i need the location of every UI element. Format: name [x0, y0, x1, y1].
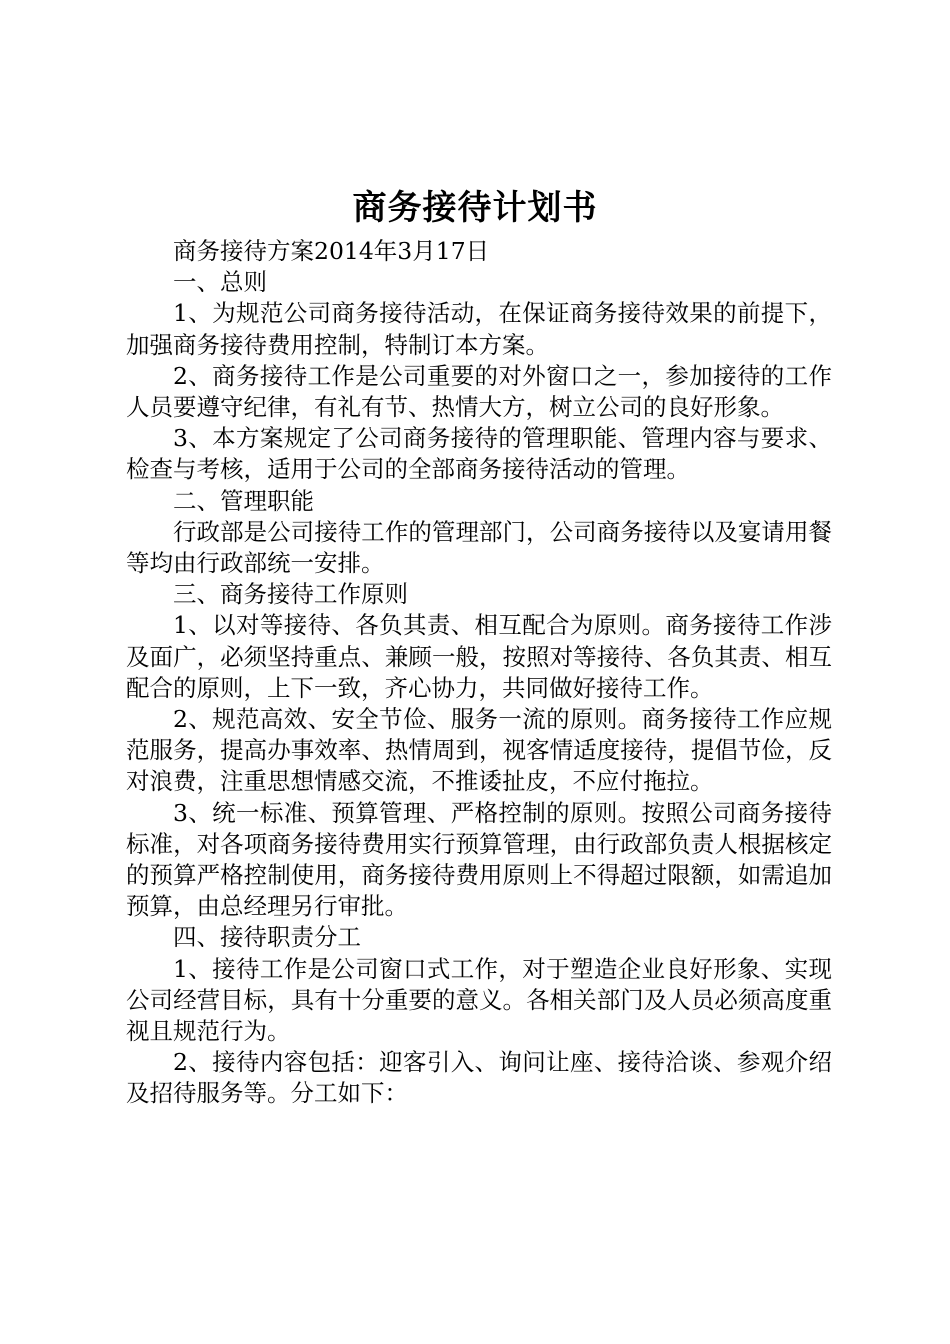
paragraph: 3、统一标准、预算管理、严格控制的原则。按照公司商务接待标准，对各项商务接待费用实行预算管理，由行政部负责人根据核定的预算严格控制使用，商务接待费用原则上不得超过限额，如需追加预算，由总经理另行审批。	[126, 798, 832, 921]
heading-duty-division: 四、接待职责分工	[173, 923, 361, 952]
paragraph: 1、为规范公司商务接待活动，在保证商务接待效果的前提下，加强商务接待费用控制，特制订本方案。	[126, 299, 832, 359]
paragraph: 1、以对等接待、各负其责、相互配合为原则。商务接待工作涉及面广，必须坚持重点、兼顾一般，按照对等接待、各负其责、相互配合的原则，上下一致，齐心协力，共同做好接待工作。	[126, 611, 832, 702]
document-body	[126, 236, 832, 1110]
paragraph: 行政部是公司接待工作的管理部门，公司商务接待以及宴请用餐等均由行政部统一安排。	[126, 517, 832, 578]
paragraph: 1、接待工作是公司窗口式工作，对于塑造企业良好形象、实现公司经营目标，具有十分重要的意义。各相关部门及人员必须高度重视且规范行为。	[126, 954, 832, 1046]
paragraph-plan-date: 商务接待方案2014年3月17日	[173, 237, 490, 265]
paragraph: 2、规范高效、安全节俭、服务一流的原则。商务接待工作应规范服务，提高办事效率、热情周到，视客情适度接待，提倡节俭，反对浪费，注重思想情感交流，不推诿扯皮，不应付拖拉。	[126, 705, 832, 796]
paragraph: 2、接待内容包括：迎客引入、询问让座、接待洽谈、参观介绍及招待服务等。分工如下：	[126, 1048, 832, 1108]
heading-management-functions: 二、管理职能	[173, 486, 314, 515]
heading-reception-principles: 三、商务接待工作原则	[173, 580, 408, 609]
paragraph: 3、本方案规定了公司商务接待的管理职能、管理内容与要求、检查与考核，适用于公司的全部商务接待活动的管理。	[126, 424, 832, 484]
document-title: 商务接待计划书	[352, 188, 598, 228]
paragraph: 2、商务接待工作是公司重要的对外窗口之一，参加接待的工作人员要遵守纪律，有礼有节、热情大方，树立公司的良好形象。	[126, 361, 832, 422]
heading-general-principles: 一、总则	[173, 268, 267, 297]
